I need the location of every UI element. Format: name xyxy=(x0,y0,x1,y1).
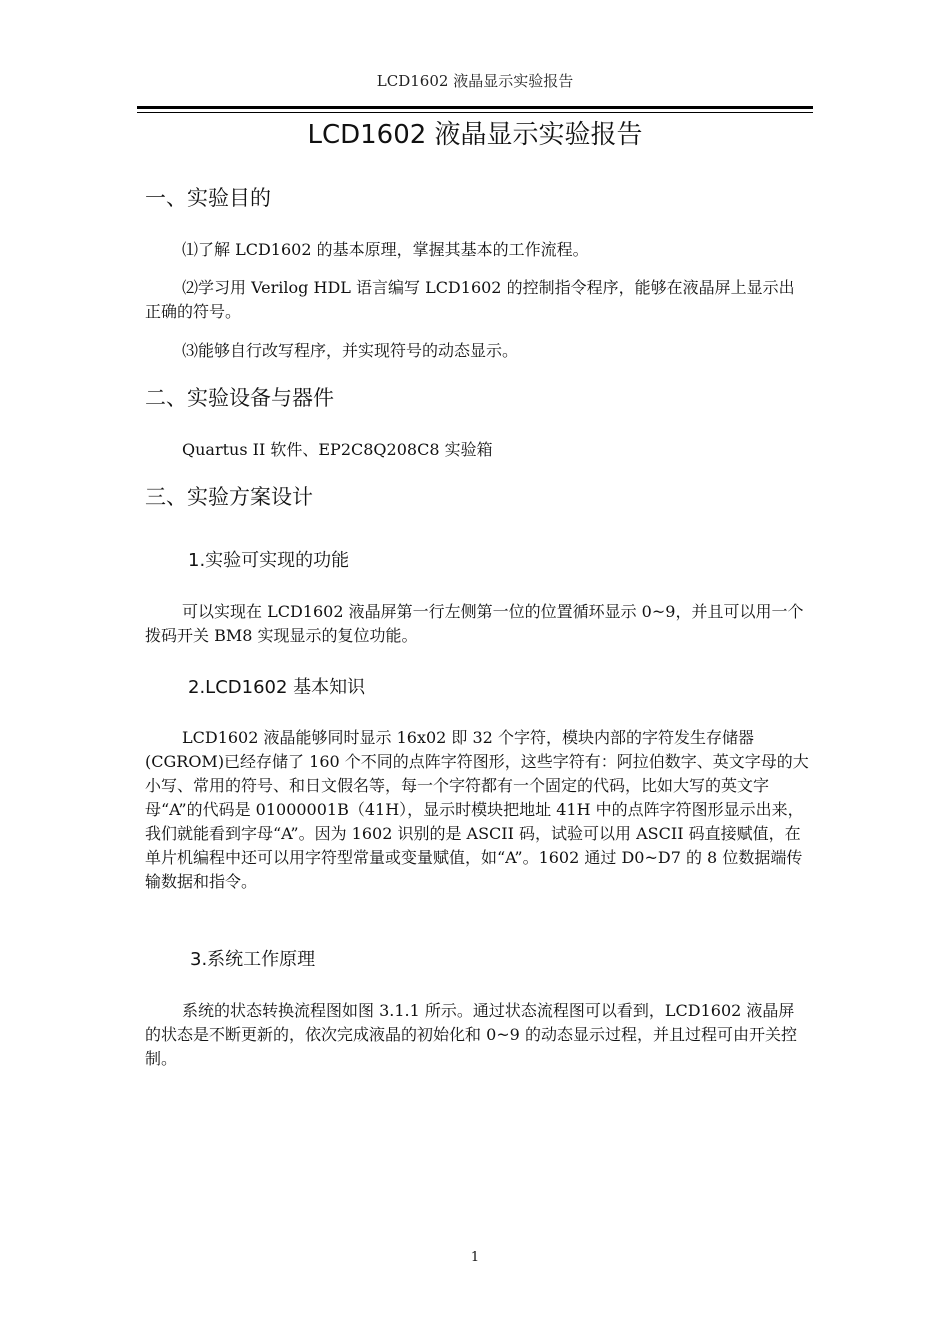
functions-text: 可以实现在 LCD1602 液晶屏第一行左侧第一位的位置循环显示 0~9，并且可以用一个拨码开关 BM8 实现显示的复位功能。 xyxy=(145,602,804,645)
objective-item-3: ⑶能够自行改写程序，并实现符号的动态显示。 xyxy=(182,341,519,360)
subsection-heading-principle: 3.系统工作原理 xyxy=(190,949,316,970)
header-rule-thick xyxy=(137,106,813,109)
objective-item-2: ⑵学习用 Verilog HDL 语言编写 LCD1602 的控制指令程序，能够在液晶屏上显示出正确的符号。 xyxy=(145,278,795,321)
section-heading-objectives: 一、实验目的 xyxy=(145,186,271,210)
basics-text: LCD1602 液晶能够同时显示 16x02 即 32 个字符，模块内部的字符发生存储器(CGROM)已经存储了 160 个不同的点阵字符图形，这些字符有：阿拉伯数字、英文字母的大小写、常用的符号、和日文假名等，每一个字符都有一个固定的代码，比如大写的英文字母“A”的代码是 01000001B（41H），显示时模块把地址 41H 中的点阵字符图形显示出来，我们就能看到字母“A”。因为 1602 识别的是 ASCII 码，试验可以用 ASCII 码直接赋值，在单片机编程中还可以用字符型常量或变量赋值，如“A”。1602 通过 D0~D7 的 8 位数据端传输数据和指令。 xyxy=(145,728,809,891)
objective-item-1: ⑴了解 LCD1602 的基本原理，掌握其基本的工作流程。 xyxy=(182,240,589,259)
subsection-heading-basics: 2.LCD1602 基本知识 xyxy=(188,677,366,698)
header-rule-thin xyxy=(137,112,813,113)
principle-text: 系统的状态转换流程图如图 3.1.1 所示。通过状态流程图可以看到，LCD1602 液晶屏的状态是不断更新的，依次完成液晶的初始化和 0~9 的动态显示过程，并且过程可由开关控制。 xyxy=(145,1001,797,1068)
equipment-text: Quartus II 软件、EP2C8Q208C8 实验箱 xyxy=(182,440,493,459)
page-number: 1 xyxy=(470,1250,480,1265)
subsection-heading-functions: 1.实验可实现的功能 xyxy=(188,550,350,571)
section-heading-design: 三、实验方案设计 xyxy=(145,485,313,509)
document-title: LCD1602 液晶显示实验报告 xyxy=(307,120,643,150)
section-heading-equipment: 二、实验设备与器件 xyxy=(145,386,334,410)
running-header: LCD1602 液晶显示实验报告 xyxy=(376,72,574,90)
